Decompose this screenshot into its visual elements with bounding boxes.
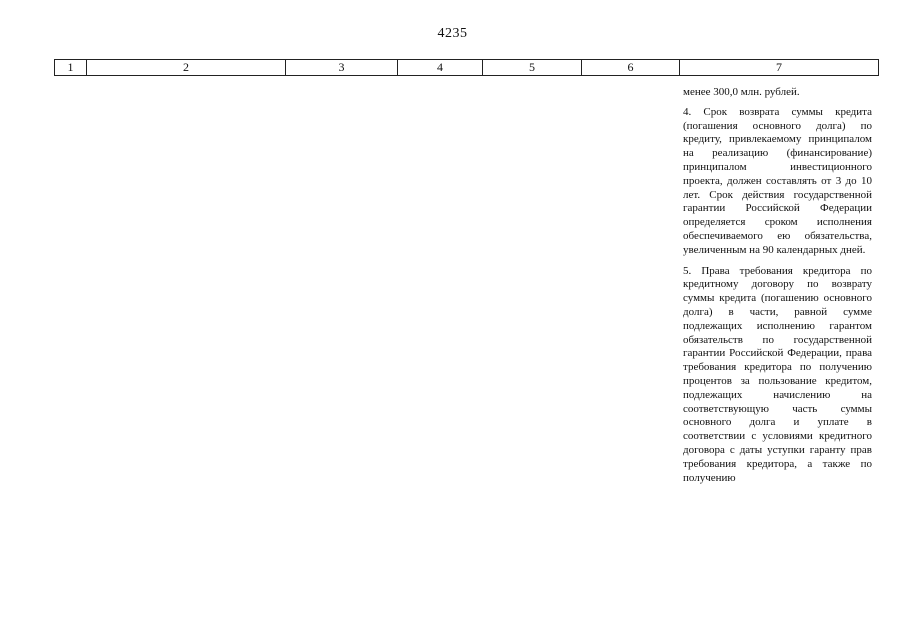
paragraph-continuation: менее 300,0 млн. рублей.: [683, 86, 800, 98]
column-header-1: 1: [55, 60, 87, 76]
column-header-4: 4: [398, 60, 483, 76]
paragraph-item-4: 4. Срок возврата суммы кредита (погашения основного долга) по кредиту, привлекаемому принципалом на реализацию (финансирование) принципалом инвестиционного проекта, должен составлять от 3 до 10 лет. Срок действия государственной гарантии Российской Федерации определяется сроком исполнения обеспечиваемого ею обязательства, увеличенным на 90 календарных дней.: [683, 105, 872, 256]
header-row: [55, 60, 879, 76]
column-header-6: 6: [582, 60, 680, 76]
column-header-5: 5: [483, 60, 582, 76]
column-header-2: 2: [87, 60, 286, 76]
column-number-header-table: [54, 59, 879, 76]
paragraph-item-5: 5. Права требования кредитора по кредитному договору по возврату суммы кредита (погашению основного долга) в части, равной сумме подлежащих исполнению гарантом обязательств по государственной гарантии Российской Федерации, права требования кредитора по получению процентов за пользование кредитом, подлежащих начислению на соответствующую часть суммы основного долга и уплате в соответствии с условиями кредитного договора с даты уступки гаранту прав требования кредитора, а также по получению: [683, 264, 872, 484]
column-header-7: 7: [680, 60, 879, 76]
column-7-text: [683, 86, 872, 492]
page-number: 4235: [437, 26, 468, 41]
column-header-3: 3: [286, 60, 398, 76]
